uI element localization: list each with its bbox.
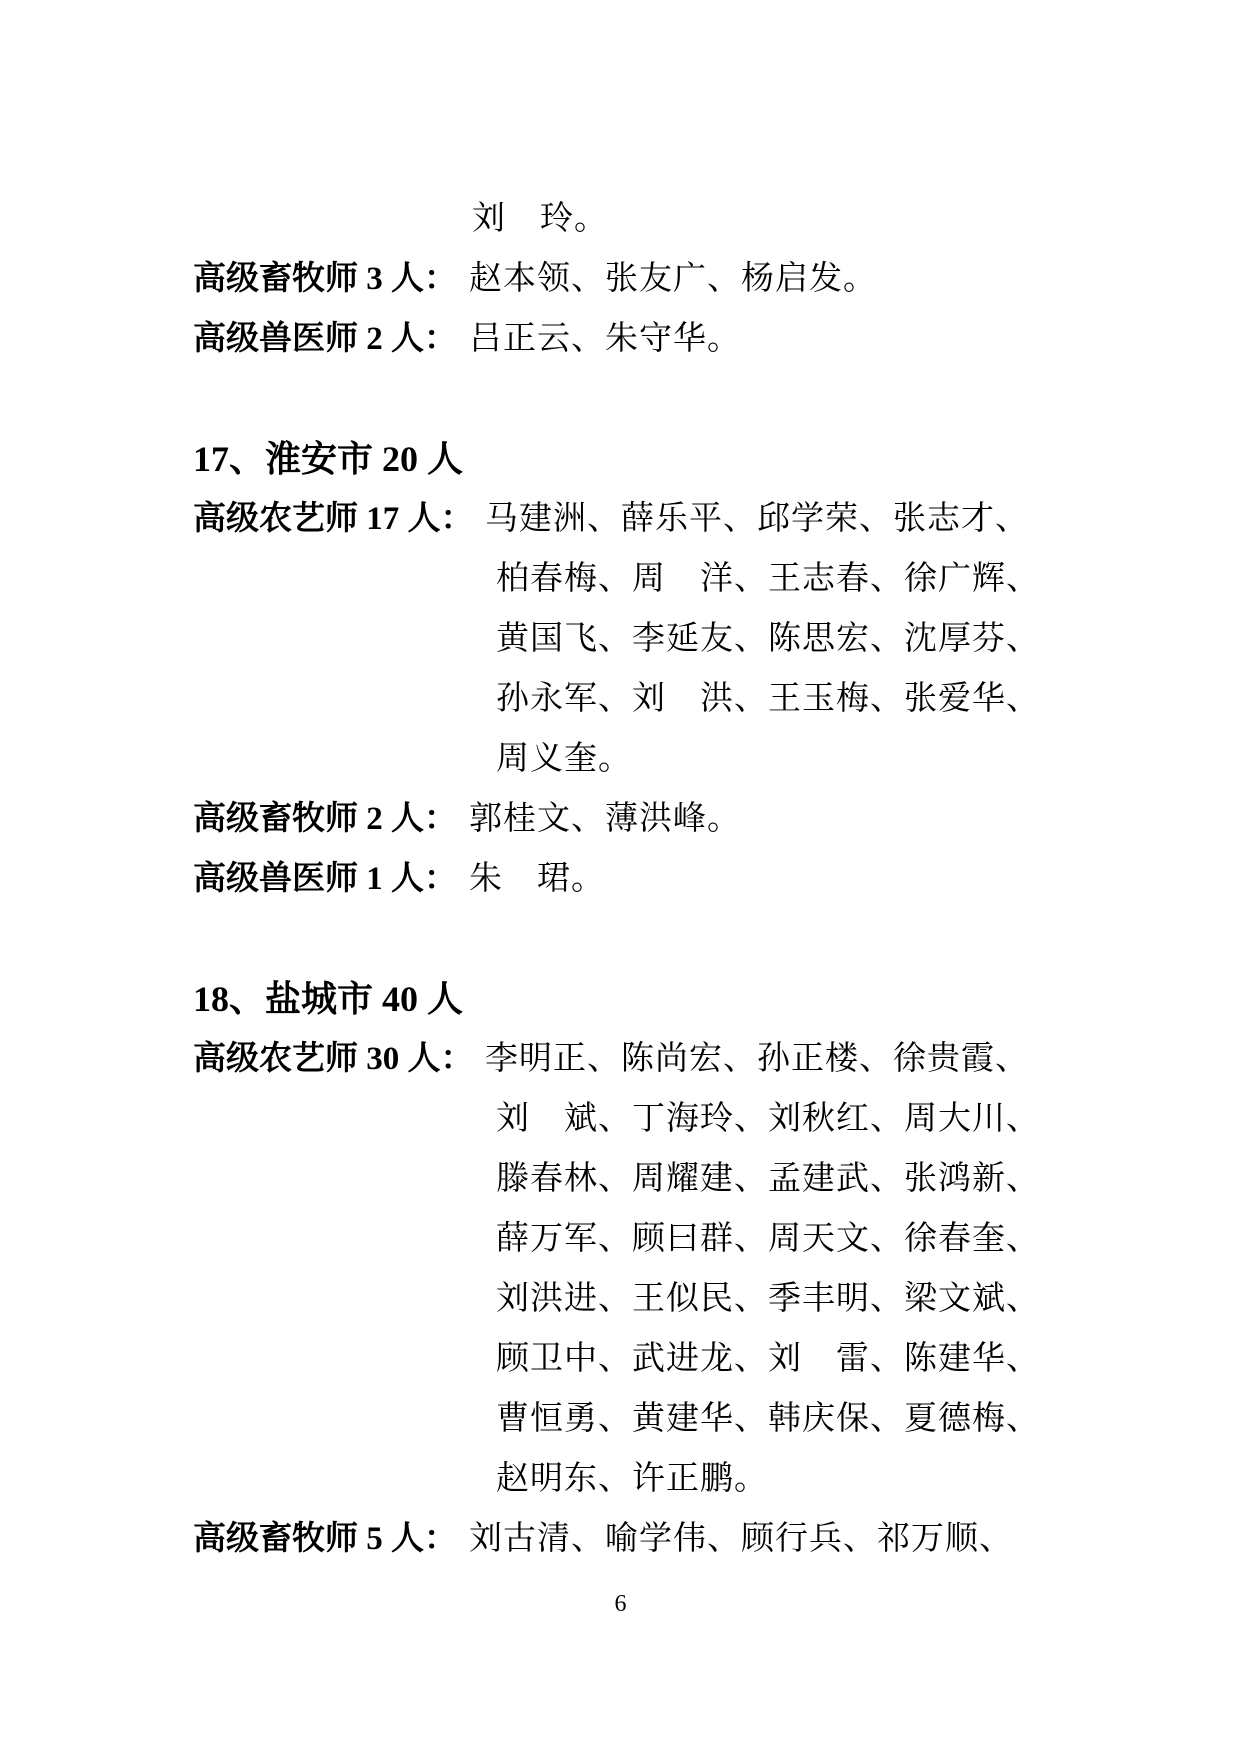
name-list: 刘古清、喻学伟、顾行兵、祁万顺、	[469, 1521, 1013, 1557]
entry-label: 高级兽医师 1 人：	[193, 861, 457, 897]
entry-label: 高级农艺师 30 人：	[193, 1041, 474, 1077]
entry-label: 高级畜牧师 2 人：	[193, 801, 457, 837]
name-list-continuation: 柏春梅、周 洋、王志春、徐广辉、	[496, 561, 1040, 597]
name-list: 马建洲、薛乐平、邱学荣、张志才、	[485, 501, 1029, 537]
name-list-continuation: 刘 斌、丁海玲、刘秋红、周大川、	[496, 1101, 1040, 1137]
entry-label: 高级农艺师 17 人：	[193, 501, 474, 537]
name-list: 李明正、陈尚宏、孙正楼、徐贵霞、	[485, 1041, 1029, 1077]
name-list-continuation: 曹恒勇、黄建华、韩庆保、夏德梅、	[496, 1401, 1040, 1437]
entry-row	[193, 1029, 1029, 1089]
section-heading: 18、盐城市 40 人	[193, 979, 464, 1019]
entry-row	[193, 789, 741, 849]
name-list-continuation: 孙永军、刘 洪、王玉梅、张爱华、	[496, 681, 1040, 717]
entry-row	[193, 309, 741, 369]
page-number: 6	[614, 1591, 627, 1617]
name-list-continuation: 赵明东、许正鹏。	[496, 1461, 768, 1497]
name-list-continuation: 刘洪进、王似民、季丰明、梁文斌、	[496, 1281, 1040, 1317]
entry-label: 高级畜牧师 5 人：	[193, 1521, 457, 1557]
name-list-continuation: 薛万军、顾曰群、周天文、徐春奎、	[496, 1221, 1040, 1257]
name-list-continuation: 顾卫中、武进龙、刘 雷、陈建华、	[496, 1341, 1040, 1377]
entry-row	[193, 489, 1029, 549]
continued-name-line: 刘 玲。	[472, 201, 608, 237]
section-heading: 17、淮安市 20 人	[193, 439, 464, 479]
name-list-continuation: 周义奎。	[496, 741, 632, 777]
entry-row	[193, 1509, 1013, 1569]
name-list-continuation: 黄国飞、李延友、陈思宏、沈厚芬、	[496, 621, 1040, 657]
name-list: 吕正云、朱守华。	[469, 321, 741, 357]
entry-label: 高级畜牧师 3 人：	[193, 261, 457, 297]
name-list: 朱 珺。	[469, 861, 605, 897]
entry-row	[193, 249, 877, 309]
name-list: 赵本领、张友广、杨启发。	[469, 261, 877, 297]
name-list: 郭桂文、薄洪峰。	[469, 801, 741, 837]
entry-row	[193, 849, 605, 909]
name-list-continuation: 滕春林、周耀建、孟建武、张鸿新、	[496, 1161, 1040, 1197]
entry-label: 高级兽医师 2 人：	[193, 321, 457, 357]
